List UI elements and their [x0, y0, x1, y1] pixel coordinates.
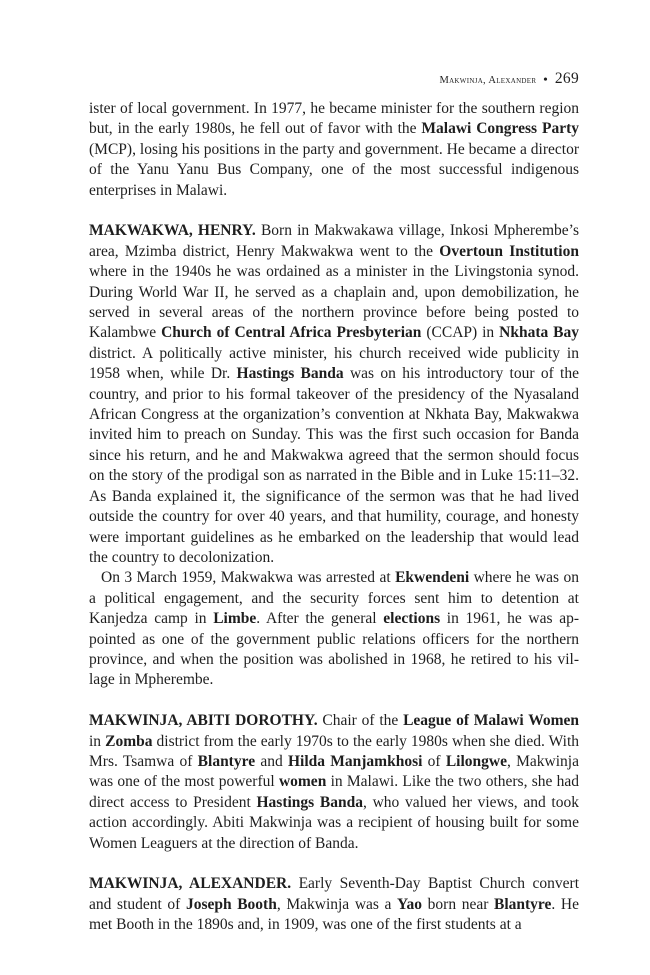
bold-term: League of Malawi Women	[403, 712, 580, 730]
text-run: (MCP), losing his positions in the party and government. He became a director of the Yanu Yanu Bus Company, one of the most successful indigenous enterprises in Malawi.	[89, 140, 579, 199]
bold-term: Lilongwe	[445, 752, 507, 770]
text-run: of	[422, 752, 446, 770]
text-run: , who valued her views, and took action accordingly. Abiti Makwinja was a recipient of housing built for some Women Leaguers at the direction of Banda.	[89, 793, 579, 852]
bold-term: Zomba	[105, 732, 153, 750]
page-number: 269	[554, 70, 579, 87]
text-run: , Makwinja was one of the most powerful	[89, 752, 579, 791]
text-run: in Malawi. Like the two others, she had direct access to President	[89, 773, 579, 811]
entry-paragraph	[89, 874, 579, 935]
indented-paragraph	[89, 568, 579, 690]
bold-term: elections	[383, 610, 441, 628]
text-run: in 1961, he was appointed as one of the government public relations officers for the northern province, and when the position was abolished in 1968, he retired to his village in Mpherembe.	[89, 610, 580, 689]
bold-term: Limbe	[213, 610, 257, 628]
text-run: district from the early 1970s to the early 1980s when she died. With Mrs. Tsamwa of	[89, 732, 580, 770]
entry-paragraph	[89, 711, 579, 854]
bold-term: MAKWINJA, ALEXANDER.	[89, 875, 292, 893]
bold-term: Hastings Banda	[256, 793, 364, 811]
continuation-paragraph	[89, 99, 579, 201]
running-head-bullet: •	[543, 72, 548, 86]
text-run: was on his introductory tour of the country, and prior to his formal takeover of the presidency of the Nyasaland African Congress at the organization’s convention at Nkhata Bay, Makwakwa invited him to preach on Sunday. This was the first such occasion for Banda since his return, and he and Makwakwa agreed that the sermon should focus on the story of the prodigal son as narrated in the Bible and in Luke 15:11–32. As Banda explained it, the significance of the sermon was that he had lived outside the country for over 40 years, and that humility, courage, and honesty were important guidelines as he embarked on the leadership that would lead the country to decolonization.	[89, 365, 579, 566]
text-run: in	[89, 732, 106, 750]
bold-term: MAKWAKWA, HENRY.	[89, 222, 256, 240]
bold-term: MAKWINJA, ABITI DOROTHY.	[89, 712, 318, 730]
text-run: . After the general	[256, 610, 384, 628]
bold-term: Blantyre	[494, 895, 552, 913]
bold-term: Hilda Manjamkhosi	[287, 752, 423, 770]
text-run: ister of local government. In 1977, he became minister for the southern region but, in the early 1980s, he fell out of favor with the	[89, 100, 579, 138]
text-run: Chair of the	[317, 712, 404, 730]
bold-term: Yao	[397, 895, 423, 913]
bold-term: Blantyre	[197, 752, 256, 770]
text-run: district. A politically active minister, his church received wide publicity in 1958 when, while Dr.	[89, 344, 579, 383]
running-head-title: Makwinja, Alexander	[439, 75, 537, 86]
text-run: , Makwinja was a	[276, 895, 398, 913]
bold-term: Nkhata Bay	[499, 324, 580, 342]
running-head	[439, 70, 579, 88]
text-run: born near	[422, 895, 494, 913]
text-run: Early Seventh-Day Baptist Church convert and student of	[89, 875, 580, 913]
bold-term: Church of Central Africa Presbyterian	[161, 324, 422, 342]
text-run: where in the 1940s he was ordained as a minister in the Livingstonia synod. During World War II, he served as a chaplain and, upon demobilization, he served in several areas of the northern province before being posted to Kalambwe	[89, 263, 579, 342]
bold-term: Malawi Congress Party	[421, 120, 579, 138]
bold-term: Joseph Booth	[185, 895, 277, 913]
text-run: On 3 March 1959, Makwakwa was arrested at	[101, 569, 396, 587]
body-text	[89, 99, 579, 936]
bold-term: women	[278, 773, 327, 791]
bold-term: Ekwendeni	[395, 569, 470, 587]
text-run: Born in Makwakawa village, Inkosi Mpherembe’s area, Mzimba district, Henry Makwakwa went to the	[89, 222, 579, 260]
text-run: where he was on a political engagement, and the security forces sent him to detention at Kanjedza camp in	[89, 569, 579, 628]
text-run: (CCAP) in	[421, 324, 500, 342]
bold-term: Hastings Banda	[236, 365, 344, 383]
entry-paragraph	[89, 221, 579, 568]
text-run: . He met Booth in the 1890s and, in 1909, was one of the first students at a	[89, 895, 579, 934]
text-run: and	[255, 752, 288, 770]
bold-term: Overtoun Institution	[439, 242, 579, 260]
